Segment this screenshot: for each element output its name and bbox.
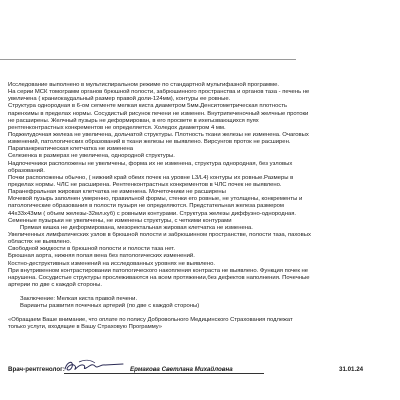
signature-line [64,373,264,374]
report-body [8,82,394,331]
report-line: образований. [8,167,45,174]
report-line: паренхимы в пределах нормы. Сосудистый рисунок печени не изменен. Внутрипеченочный желчные протоки [8,110,309,117]
report-line: артерии по две с каждой стороны. [8,281,103,288]
report-line: нарушена. Сосудистые структуры прослеживаются на всем протяжении,без дефектов наполнения. Почечные [8,274,310,281]
report-line: Брюшная аорта, нижняя полая вена без патологических изменений. [8,253,195,260]
report-line: При внутривенном контрастировании патологического накопления контраста не выявлено. Функция почек не [8,267,309,274]
report-line: Прямая кишка не деформирована, мезоректальная жировая клетчатка не изменена. [20,224,253,231]
report-line: Семенные пузырьки не увеличены, не изменены структуры, с четкими контурами [8,217,232,224]
report-line: областях не выявлено. [8,239,72,246]
report-line: рентгенконтрастных конкрементов не определяется. Холедох диаметром 4 мм. [8,124,226,131]
report-line: Почки расположены обычно, ( нижний край обеих почек на уровне L3/L4) контуры их ровные.Размеры в [8,174,294,181]
conclusion-line: Заключение: Мелкая киста правой печени. [20,296,138,303]
report-line: патологические образования в полости пузыря не определяются. Предстательная железа размером [8,203,284,210]
conclusion-line: Варианты развития почечных артерий (по две с каждой стороны) [20,303,200,310]
report-line: Мочевой пузырь заполнен умеренно, правильной формы, стенки его ровные, не утолщены, конкременты и [8,196,303,203]
report-line: изменений, патологических образований в ткани железы не выявлено. Вирсунгов проток не расширен. [8,139,291,146]
report-date: 31.01.24 [339,366,364,373]
report-line: увеличена ( краниокаудальный размер правой доли-124мм), контуры ее ровные. [8,96,231,103]
radiologist-label: Врач-рентгенолог: [8,366,65,373]
report-line: Исследование выполнено в мультиспиральном режиме по стандартной мультифазной программе. [8,82,280,88]
report-line: Свободной жидкости в брюшной полости и полости таза нет. [8,246,175,253]
report-line: Селезенка в размерах не увеличена, однородной структуры. [8,153,175,160]
report-line: Надпочечники расположены не увеличены, форма их не изменена, структура однородная, без узловых [8,160,293,167]
insurance-notice-line: «Обращаем Ваше внимание, что оплате по полису Добровольного Медицинского Страхования подлежат [8,317,293,324]
report-line: Парапанкреатическая клетчатка не изменена [8,146,134,153]
radiologist-name: Ермакова Светлана Михайловна [130,366,233,373]
insurance-notice-line: только услуги, входящие в Вашу Страховую Программу» [8,324,162,331]
report-line: Паранефральная жировая клетчатка не изменена. Мочеточники не расширены [8,189,226,196]
handwritten-signature [61,358,129,374]
report-line: Костно-деструктивных изменений на исследованных уровнях не выявлено. [8,260,215,267]
report-line: Структура однородная в 6-ом сегменте мелкая киста диаметром 5мм.Денситометрическая плотность [8,103,288,110]
report-line: Увеличенных лимфатических узлов в брюшной полости и забрюшинном пространстве, полости таза, паховых [8,231,311,238]
header-divider [0,59,296,60]
report-line: На серии МСК томограмм органов брюшной полости, забрюшинного пространства и органов таза - печень не [8,89,310,96]
report-line: не расширены. Желчный пузырь не деформирован, в его просвете в ихегызвающихся пуях [8,117,259,124]
report-line: 44x33x43мм ( объем железы-32мл.куб) с ровными контурами. Структура железы диффузно-однородная. [8,210,297,217]
report-line: пределах нормы. ЧЛС не расширена. Рентгенконтрастных конкрементов в ЧЛС почек не выявлено. [8,181,282,188]
signature-row [8,360,392,378]
report-line: Поджелудочная железа не увеличена, дольчатой структуры. Плотность ткани железы не изменена. Очаговых [8,131,309,138]
